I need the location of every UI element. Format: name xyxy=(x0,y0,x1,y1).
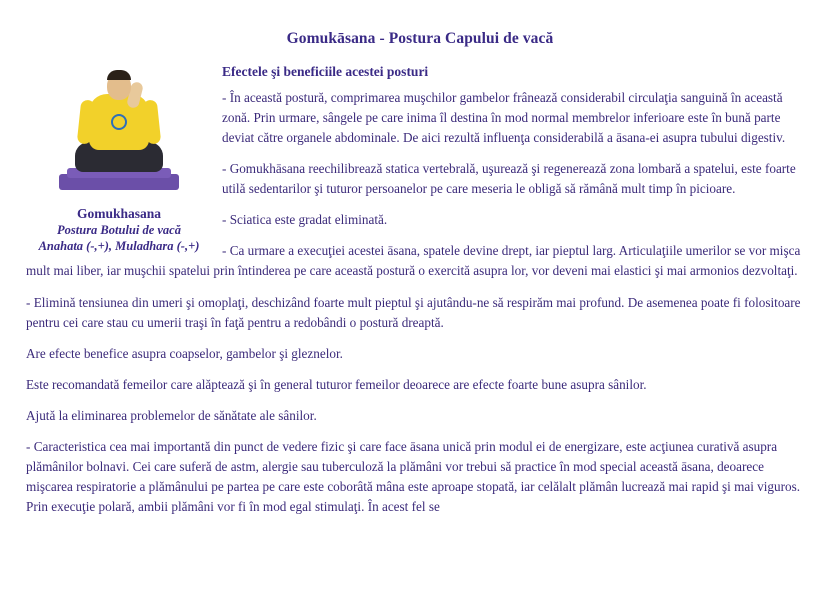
gomukhasana-photo xyxy=(45,58,193,200)
paragraph-7: Este recomandată femeilor care alăptează şi în general tuturor femeilor deoarece are efecte foarte bune asupra sânilor. xyxy=(26,376,647,392)
figure-caption-line-2: Postura Botului de vacă xyxy=(57,222,181,237)
page-title: Gomukāsana - Postura Capului de vacă xyxy=(286,30,554,47)
figure-caption xyxy=(26,206,212,254)
person-hair xyxy=(107,70,131,80)
paragraph-5: - Elimină tensiunea din umeri şi omoplaţi, deschizând foarte mult pieptul şi ajutându-ne să respirăm mai profund. De asemenea poate fi folositoare pentru cei care stau cu umerii traşi în faţă pentru a redobândi o postură dreaptă. xyxy=(26,294,801,330)
section-heading: Efectele şi beneficiile acestei posturi xyxy=(222,64,429,79)
person-torso xyxy=(89,94,149,150)
figure-caption-line-1: Gomukhasana xyxy=(76,206,162,221)
paragraph-3: - Sciatica este gradat eliminată. xyxy=(222,212,388,228)
paragraph-6: Are efecte benefice asupra coapselor, gambelor şi gleznelor. xyxy=(26,345,343,361)
paragraph-8: Ajută la eliminarea problemelor de sănătate ale sânilor. xyxy=(26,407,317,423)
paragraph-9: - Caracteristica cea mai importantă din punct de vedere fizic şi care face āsana unică prin modul ei de energizare, este acţiunea curativă asupra plămânilor bolnavi. Cei care suferă de astm, alergie sau tuberculoză la plămâni vor trebui să practice în mod special această āsana, deoarece mişcarea respiratorie a plămânului pe partea pe care este coborâtă mâna este aproape stopată, iar celălalt plămân lucrează mai rapid şi mai viguros. Prin execuţie polară, ambii plămâni vor fi în mod egal stimulaţi. În acest fel se xyxy=(26,438,801,514)
figure-block xyxy=(26,58,212,254)
paragraph-1: - În această postură, comprimarea muşchilor gambelor frânează considerabil circulaţia sanguină în această zonă. Prin urmare, sângele pe care inima îl destina în mod normal membrelor inferioare este în bună parte deviat către organele abdominale. De aici rezultă influenţa considerabilă a āsana-ei asupra tubului digestiv. xyxy=(222,90,786,146)
paragraph-4: - Ca urmare a execuţiei acestei āsana, spatele devine drept, iar pieptul larg. Articulaţiile umerilor se vor mişca mult mai liber, iar muşchii spatelui prin întinderea pe care această postură o exercită asupra lor, vor deveni mai elastici şi mai armonios dezvoltaţi. xyxy=(26,243,801,279)
paragraph-2: - Gomukhāsana reechilibrează statica vertebrală, uşurează şi regenerează zona lombară a spatelui, este foarte utilă sedentarilor şi tuturor persoanelor pe care meseria le obligă să rămână mult timp în picioare. xyxy=(222,161,796,197)
figure-caption-line-3: Anahata (-,+), Muladhara (-,+) xyxy=(38,238,200,253)
